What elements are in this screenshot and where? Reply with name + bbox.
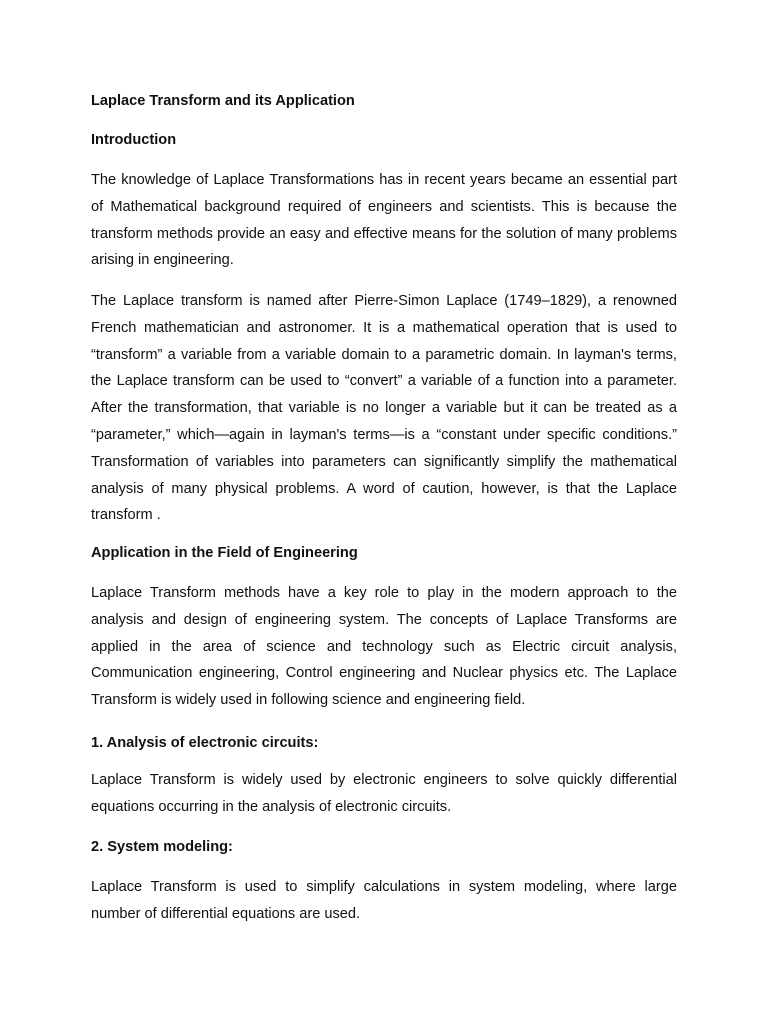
application-heading: Application in the Field of Engineering: [91, 545, 358, 561]
section-2-paragraph: Laplace Transform is used to simplify calculations in system modeling, where large number of differential equations are used.: [91, 879, 677, 922]
section-2-heading: 2. System modeling:: [91, 839, 233, 855]
document-title: Laplace Transform and its Application: [91, 93, 355, 109]
application-paragraph: Laplace Transform methods have a key role to play in the modern approach to the analysis and design of engineering system. The concepts of Laplace Transforms are applied in the area of science and technology such as Electric circuit analysis, Communication engineering, Control engineering and Nuclear physics etc. The Laplace Transform is widely used in following science and engineering field.: [91, 585, 677, 709]
introduction-heading: Introduction: [91, 132, 177, 148]
section-1-heading: 1. Analysis of electronic circuits:: [91, 735, 319, 751]
introduction-paragraph-1: The knowledge of Laplace Transformations has in recent years became an essential part of Mathematical background required of engineers and scientists. This is because the transform methods provide an easy and effective means for the solution of many problems arising in engineering.: [91, 172, 677, 269]
introduction-paragraph-2: The Laplace transform is named after Pierre-Simon Laplace (1749–1829), a renowned French mathematician and astronomer. It is a mathematical operation that is used to “transform” a variable from a variable domain to a parametric domain. In layman's terms, the Laplace transform can be used to “convert” a variable of a function into a parameter. After the transformation, that variable is no longer a variable but it can be treated as a “parameter,” which—again in layman's terms—is a “constant under specific conditions.” Transformation of variables into parameters can significantly simplify the mathematical analysis of many physical problems. A word of caution, however, is that the Laplace transform .: [91, 293, 677, 524]
section-1-paragraph: Laplace Transform is widely used by electronic engineers to solve quickly differential equations occurring in the analysis of electronic circuits.: [91, 772, 677, 815]
